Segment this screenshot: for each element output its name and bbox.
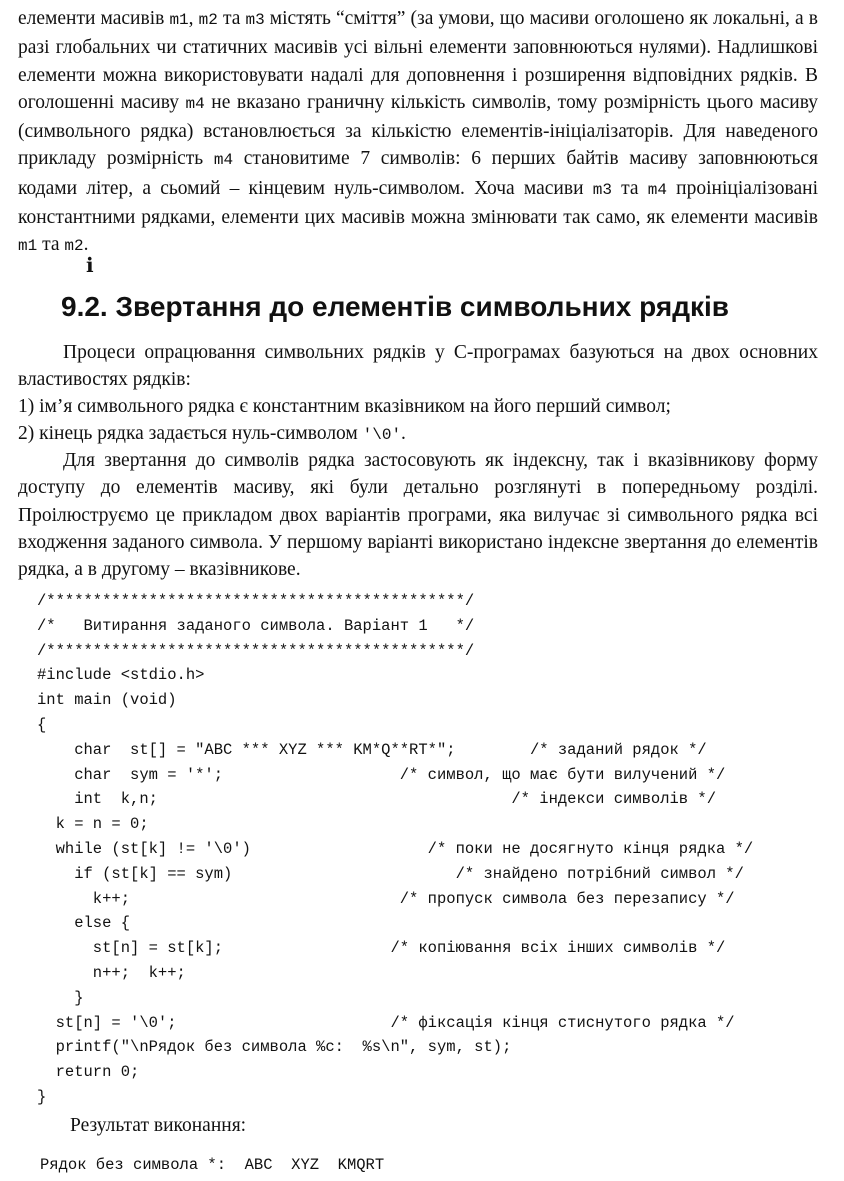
inline-code: m2 — [64, 237, 84, 256]
text-run: , — [188, 8, 199, 29]
text-run: та — [37, 234, 65, 256]
paragraph-access-forms: Для звертання до символів рядка застосовують як індексну, так і вказівникову форму доступу до елементів масиву, які були детально розглянуті в попередньому розділі. Проілюструємо це прикладом двох варіантів програми, яка вилучає зі символьного рядка всі входження заданого символа. У першому варіанті використано індексне звертання до елементів рядка, а в другому – вказівникове. — [18, 450, 818, 581]
code-listing — [37, 589, 753, 1110]
code-line: /* Витирання заданого символа. Варіант 1 */ — [37, 616, 475, 635]
code-line: { — [37, 715, 47, 734]
result-output: Рядок без символа *: ABC XYZ KMQRT — [40, 1156, 385, 1174]
text-run: елементи масивів — [18, 8, 170, 29]
text-run: містять “сміття” (за умови, що масиви оголошено як локальні, а в разі глобальних чи статичних масивів усі вільні елементи заповнюються нулями). Надлишкові елементи можна використовувати надалі для доповнення і розширення відповідних рядків. В оголошенні масиву — [18, 8, 819, 113]
code-line: /*********************************************/ — [37, 641, 475, 660]
text-run: та — [217, 8, 246, 29]
code-line: } — [37, 1087, 47, 1106]
code-line: else { — [37, 914, 131, 933]
code-line: char st[] = "ABC *** XYZ *** KM*Q**RT*"; /* заданий рядок */ — [37, 740, 707, 759]
code-line: k = n = 0; — [37, 815, 149, 834]
list-item-2 — [18, 420, 818, 449]
inline-code: m1 — [18, 237, 38, 256]
inline-code: m4 — [647, 180, 667, 199]
result-label: Результат виконання: — [70, 1115, 247, 1136]
code-line: return 0; — [37, 1063, 140, 1082]
code-line: while (st[k] != '\0') /* поки не досягнуто кінця рядка */ — [37, 839, 754, 858]
code-line: #include <stdio.h> — [37, 666, 205, 685]
text-run: 2) кінець рядка задається нуль-символом — [18, 423, 363, 444]
list-item-1: 1) ім’я символьного рядка є константним вказівником на його перший символ; — [18, 396, 671, 417]
text-run: . — [83, 234, 89, 256]
inline-code: m2 — [198, 11, 218, 29]
inline-code: m3 — [592, 180, 612, 199]
code-line: st[n] = '\0'; /* фіксація кінця стиснутого рядка */ — [37, 1013, 735, 1032]
inline-code: m4 — [185, 94, 205, 113]
text-run: проініціалізовані константними рядками, елементи цих масивів можна змінювати так само, як елементи масивів — [18, 177, 819, 229]
stray-mark: ℹ — [86, 255, 94, 277]
inline-code: m1 — [169, 11, 189, 29]
paragraph-intro: Процеси опрацювання символьних рядків у С-програмах базуються на двох основних властивостях рядків: — [18, 342, 818, 391]
code-line: char sym = '*'; /* символ, що має бути вилучений */ — [37, 765, 726, 784]
code-line: k++; /* пропуск символа без перезапису */ — [37, 889, 735, 908]
paragraph-arrays-explanation — [18, 5, 818, 261]
code-line: } — [37, 988, 84, 1007]
text-run: не вказано граничну кількість символів, тому розмірність цього масиву (символьного рядка) встановлюється за кількістю елементів-ініціалізаторів. Для наведеного прикладу розмірність — [18, 91, 818, 170]
code-line: int main (void) — [37, 691, 177, 710]
text-run: . — [401, 423, 406, 444]
code-line: printf("\nРядок без символа %c: %s\n", sym, st); — [37, 1038, 512, 1057]
code-line: n++; k++; — [37, 963, 186, 982]
inline-code: m4 — [213, 151, 234, 170]
section-heading: 9.2. Звертання до елементів символьних рядків — [61, 291, 730, 322]
code-line: /*********************************************/ — [37, 592, 475, 610]
inline-code: m3 — [245, 11, 265, 29]
text-run: становитиме 7 символів: 6 перших байтів масиву заповнюються кодами літер, а сьомий – кінцевим нуль-символом. Хоча масиви — [18, 148, 818, 199]
code-line: if (st[k] == sym) /* знайдено потрібний символ */ — [37, 864, 744, 883]
code-line: st[n] = st[k]; /* копіювання всіх інших символів */ — [37, 939, 726, 958]
code-line: int k,n; /* індекси символів */ — [37, 790, 717, 809]
inline-code: '\0' — [362, 426, 402, 444]
text-run: та — [611, 177, 648, 199]
